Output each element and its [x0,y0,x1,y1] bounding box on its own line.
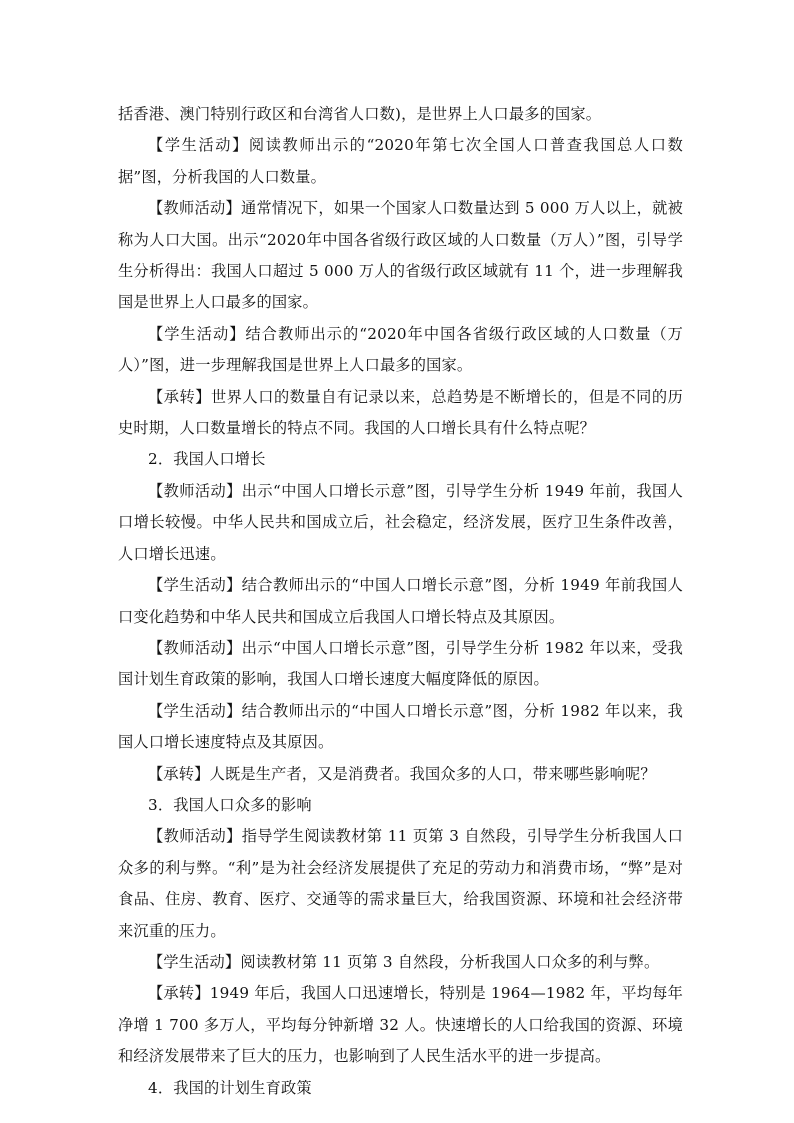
paragraph-tag: 【承转】 [148,984,210,1003]
paragraph-text: 指导学生阅读教材第 11 页第 3 自然段，引导学生分析我国人口众多的利与弊。“利”是为社会经济发展提供了充足的劳动力和消费市场，“弊”是对食品、住房、教育、医疗、交通等的需求量巨大，给我国资源、环境和社会经济带来沉重的压力。 [118,827,684,940]
paragraph-transition [118,978,683,1072]
paragraph-text: 通常情况下，如果一个国家人口数量达到 5 000 万人以上，就被称为人口大国。出示“2020年中国各省级行政区域的人口数量（万人）”图，引导学生分析得出：我国人口超过 5 000 万人的省级行政区域就有 11 个，进一步理解我国是世界上人口最多的国家。 [118,199,683,312]
paragraph-tag: 【学生活动】 [148,324,246,343]
paragraph-tag: 【学生活动】 [148,701,242,720]
paragraph-tag: 【承转】 [148,764,210,783]
paragraph-student-activity [118,696,683,759]
paragraph-tag: 【学生活动】 [148,952,241,971]
paragraph-tag: 【教师活动】 [148,199,241,218]
paragraph-teacher-activity [118,476,683,570]
document-body [118,99,683,1104]
paragraph-student-activity [118,947,683,978]
paragraph-student-activity [118,570,683,633]
paragraph-text: 结合教师出示的“中国人口增长示意”图，分析 1949 年前我国人口变化趋势和中华人民共和国成立后我国人口增长特点及其原因。 [118,576,683,626]
paragraph-text: 出示“中国人口增长示意”图，引导学生分析 1982 年以来，受我国计划生育政策的影响，我国人口增长速度大幅度降低的原因。 [118,638,683,689]
paragraph-tag: 【学生活动】 [148,576,242,595]
paragraph-transition [118,759,683,790]
section-heading [118,790,683,821]
paragraph-student-activity [118,319,683,382]
paragraph-text: 4．我国的计划生育政策 [148,1078,312,1097]
paragraph-text: 2．我国人口增长 [148,450,266,469]
paragraph-tag: 【学生活动】 [148,136,249,155]
paragraph-teacher-activity [118,821,683,947]
paragraph-tag: 【教师活动】 [148,638,242,657]
section-heading [118,1073,683,1104]
paragraph-text: 阅读教师出示的“2020年第七次全国人口普查我国总人口数据”图，分析我国的人口数量。 [118,136,684,186]
paragraph-text: 人既是生产者，又是消费者。我国众多的人口，带来哪些影响呢？ [209,764,656,783]
paragraph-text: 世界人口的数量自有记录以来，总趋势是不断增长的，但是不同的历史时期，人口数量增长的特点不同。我国的人口增长具有什么特点呢？ [118,387,683,438]
paragraph-text: 3．我国人口众多的影响 [148,795,312,814]
paragraph-teacher-activity [118,633,683,696]
section-heading [118,444,683,475]
paragraph-teacher-activity [118,193,683,319]
paragraph-text: 出示“中国人口增长示意”图，引导学生分析 1949 年前，我国人口增长较慢。中华人民共和国成立后，社会稳定，经济发展，医疗卫生条件改善，人口增长迅速。 [118,481,683,563]
paragraph-tag: 【教师活动】 [148,827,242,846]
paragraph-text: 结合教师出示的“2020年中国各省级行政区域的人口数量（万人）”图，进一步理解我国是世界上人口最多的国家。 [118,324,683,375]
paragraph-tag: 【承转】 [148,387,211,406]
paragraph-intro [118,99,683,130]
paragraph-text: 结合教师出示的“中国人口增长示意”图，分析 1982 年以来，我国人口增长速度特点及其原因。 [118,701,683,752]
paragraph-text: 1949 年后，我国人口迅速增长，特别是 1964—1982 年，平均每年净增 1 700 多万人，平均每分钟新增 32 人。快速增长的人口给我国的资源、环境和经济发展带来了巨大的压力，也影响到了人民生活水平的进一步提高。 [118,984,683,1066]
paragraph-tag: 【教师活动】 [148,481,242,500]
paragraph-text: 括香港、澳门特别行政区和台湾省人口数)，是世界上人口最多的国家。 [118,105,602,123]
paragraph-transition [118,382,683,445]
paragraph-student-activity [118,130,683,193]
paragraph-text: 阅读教材第 11 页第 3 自然段，分析我国人口众多的利与弊。 [240,952,660,971]
